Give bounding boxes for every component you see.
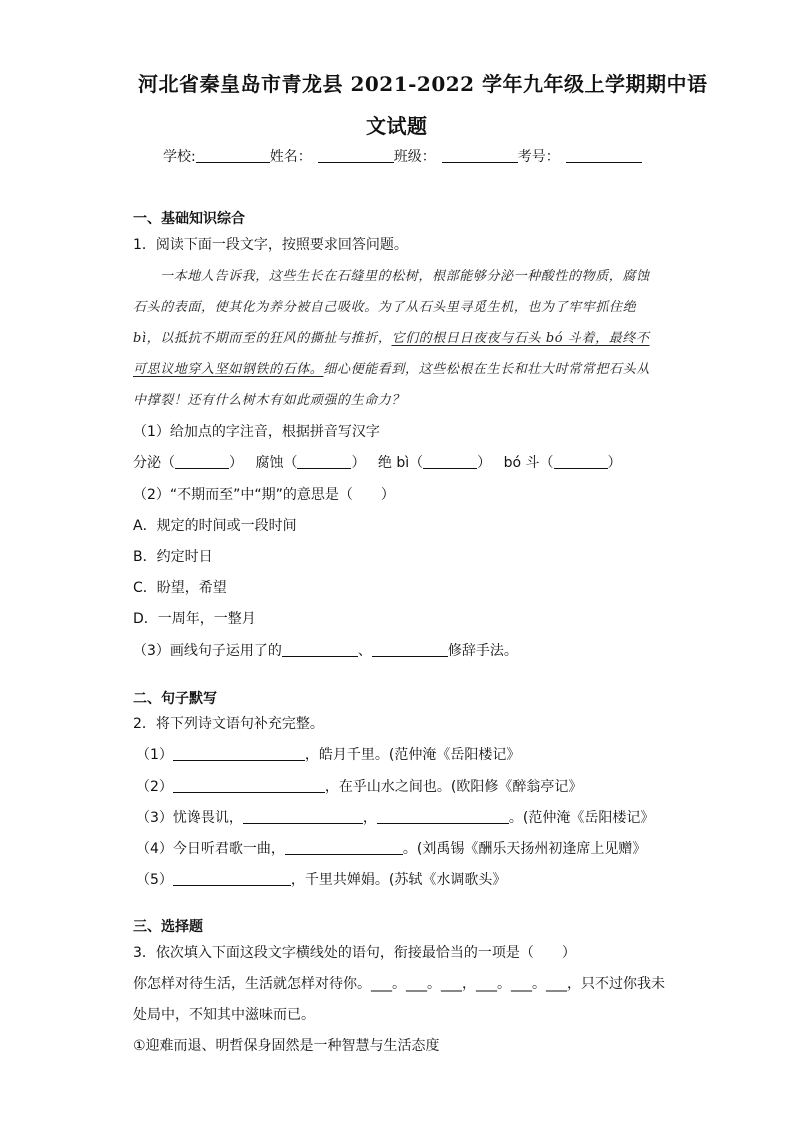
recitation-item-5 <box>136 869 506 889</box>
pinyin-label-bo-dou: bó 斗（ <box>503 455 554 471</box>
recitation-blank-5[interactable] <box>173 871 291 886</box>
recitation-blank-3b[interactable] <box>377 809 509 824</box>
answer-blank-bo-dou[interactable] <box>554 454 608 469</box>
class-blank[interactable] <box>442 148 518 163</box>
passage-line-5: 中撑裂！还有什么树木有如此顽强的生命力？ <box>133 393 406 408</box>
item-number: （2） <box>136 779 173 795</box>
recitation-blank-3a[interactable] <box>243 809 363 824</box>
passage-line-3 <box>133 327 650 346</box>
item-source: 。(范仲淹《岳阳楼记》 <box>508 810 655 826</box>
recitation-blank-4[interactable] <box>285 840 403 855</box>
exam-number-label: 考号： <box>517 149 560 165</box>
underlined-sentence-part2: 可思议地穿入坚如钢铁的石体。 <box>133 362 324 377</box>
recitation-item-4 <box>136 838 646 858</box>
item-number: （1） <box>136 747 173 763</box>
section-heading-1: 一、基础知识综合 <box>133 211 245 227</box>
subquestion-2: （2）“不期而至”中“期”的意思是（ ） <box>133 487 395 503</box>
recitation-item-1 <box>136 744 520 764</box>
item-number: （5） <box>136 872 173 888</box>
passage-line-3-a: bì，以抵抗不期而至的狂风的撕扯与推折， <box>133 331 392 346</box>
subquestion-1: （1）给加点的字注音，根据拼音写汉字 <box>133 424 380 440</box>
name-label: 姓名： <box>269 149 312 165</box>
passage-line-4-b: 细心便能看到，这些松根在生长和壮大时常常把石头从 <box>323 362 650 377</box>
question-3-text-line-2: 处局中，不知其中滋味而已。 <box>133 1007 315 1023</box>
section-heading-2: 二、句子默写 <box>133 691 217 707</box>
recitation-blank-2[interactable] <box>173 778 325 793</box>
item-source: ，千里共婵娟。(苏轼《水调歌头》 <box>290 872 507 888</box>
paren-close: ） <box>607 455 622 471</box>
subquestion-3-end: 修辞手法。 <box>447 643 518 659</box>
section-heading-3: 三、选择题 <box>133 919 203 935</box>
question-3-text-line-1: 你怎样对待生活，生活就怎样对待你。___。___。___，___。___。___，只不过你我未 <box>133 976 665 992</box>
exam-number-blank[interactable] <box>566 148 642 163</box>
student-info-row <box>163 146 642 166</box>
underlined-sentence-part1: 它们的根日日夜夜与石头 bó 斗着，最终不 <box>391 331 650 346</box>
question-3-prompt: 3．依次填入下面这段文字横线处的语句，衔接最恰当的一项是（ ） <box>133 945 576 961</box>
question-3-item-1: ①迎难而退、明哲保身固然是一种智慧与生活态度 <box>133 1038 440 1054</box>
item-source: ，在乎山水之间也。(欧阳修《醉翁亭记》 <box>324 779 583 795</box>
recitation-item-3 <box>136 807 654 827</box>
answer-blank-fushi[interactable] <box>297 454 351 469</box>
page-title-line1: 河北省秦皇岛市青龙县 2021-2022 学年九年级上学期期中语 <box>138 72 708 96</box>
rhetoric-blank-2[interactable] <box>372 642 448 657</box>
answer-blank-jue-bi[interactable] <box>423 454 477 469</box>
passage-line-1: 一本地人告诉我，这些生长在石缝里的松树，根部能够分泌一种酸性的物质，腐蚀 <box>160 269 650 284</box>
school-blank[interactable] <box>196 148 270 163</box>
paren-close: ） <box>477 455 492 471</box>
item-number: （4）今日听君歌一曲， <box>136 841 285 857</box>
pinyin-label-jue-bi: 绝 bì（ <box>377 455 424 471</box>
class-label: 班级： <box>393 149 436 165</box>
subquestion-3-text: （3）画线句子运用了的 <box>133 643 282 659</box>
item-separator: ， <box>362 810 377 826</box>
option-d[interactable]: D．一周年，一整月 <box>133 611 256 627</box>
option-c[interactable]: C．盼望，希望 <box>133 580 227 596</box>
rhetoric-blank-1[interactable] <box>282 642 358 657</box>
recitation-blank-1[interactable] <box>173 746 305 761</box>
pinyin-row <box>133 452 622 472</box>
name-blank[interactable] <box>318 148 394 163</box>
paren-close: ） <box>351 455 366 471</box>
option-a[interactable]: A．规定的时间或一段时间 <box>133 518 297 534</box>
recitation-item-2 <box>136 776 582 796</box>
answer-blank-fenmi[interactable] <box>175 454 229 469</box>
pinyin-label-fenmi: 分泌（ <box>133 455 175 471</box>
passage-line-4 <box>133 358 650 377</box>
item-source: ，皓月千里。(范仲淹《岳阳楼记》 <box>304 747 521 763</box>
pinyin-label-fushi: 腐蚀（ <box>255 455 298 471</box>
paren-close: ） <box>229 455 243 471</box>
question-2-prompt: 2．将下列诗文语句补充完整。 <box>133 716 324 732</box>
item-number: （3）忧谗畏讥， <box>136 810 243 826</box>
page-title-line2: 文试题 <box>366 114 428 138</box>
item-source: 。(刘禹锡《酬乐天扬州初逢席上见赠》 <box>402 841 647 857</box>
option-b[interactable]: B．约定时日 <box>133 549 213 565</box>
passage-line-2: 石头的表面，使其化为养分被自己吸收。为了从石头里寻觅生机，也为了牢牢抓住绝 <box>133 300 637 315</box>
question-1-prompt: 1．阅读下面一段文字，按照要求回答问题。 <box>133 237 408 253</box>
school-label: 学校: <box>163 149 196 165</box>
subquestion-3 <box>133 640 518 660</box>
separator: 、 <box>357 643 372 659</box>
